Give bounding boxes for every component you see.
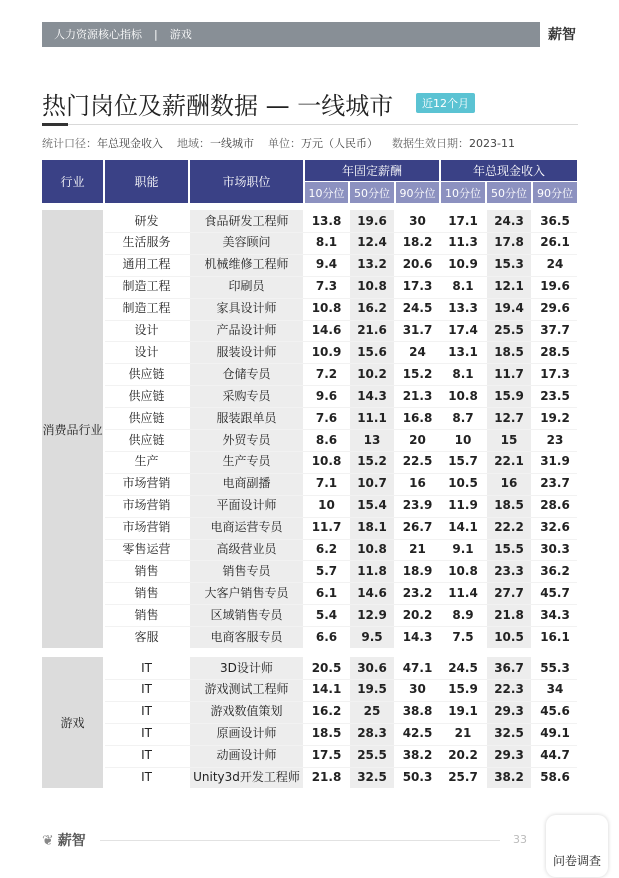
- value-cell: 10.7: [357, 476, 387, 491]
- value-cell: 21.8: [494, 607, 524, 622]
- value-cell: 18.5: [494, 498, 524, 513]
- footer-brand-text: 薪智: [57, 833, 86, 849]
- position-cell: 高级营业员: [216, 542, 277, 556]
- value-cell: 25.7: [448, 770, 478, 784]
- position-cell: 电商运营专员: [210, 520, 283, 535]
- value-cell: 6.6: [315, 629, 338, 644]
- value-cell: 8.1: [315, 235, 338, 250]
- value-cell: 26.7: [402, 520, 433, 535]
- region-label: 地域：: [177, 137, 210, 150]
- value-cell: 19.6: [357, 213, 387, 228]
- value-cell: 50.3: [402, 770, 433, 784]
- function-cell: 制造工程: [122, 279, 171, 294]
- value-cell: 11.7: [311, 520, 342, 535]
- position-cell: 机械维修工程师: [204, 257, 289, 272]
- value-cell: 44.7: [540, 748, 570, 763]
- value-cell: 7.5: [452, 629, 474, 644]
- value-cell: 13.8: [311, 213, 342, 228]
- value-cell: 24.3: [494, 213, 524, 228]
- title-divider: [42, 124, 578, 125]
- position-cell: 外贸专员: [222, 432, 271, 447]
- value-cell: 10.5: [448, 476, 478, 491]
- value-cell: 21.6: [357, 323, 387, 337]
- value-cell: 26.1: [540, 235, 570, 250]
- function-cell: IT: [141, 748, 152, 763]
- function-cell: 销售: [134, 563, 159, 578]
- value-cell: 10.8: [357, 542, 387, 556]
- value-cell: 9.4: [315, 257, 338, 272]
- value-cell: 18.5: [494, 344, 524, 359]
- function-cell: 制造工程: [122, 301, 171, 316]
- value-cell: 19.2: [540, 410, 570, 425]
- value-cell: 15.7: [448, 454, 478, 469]
- header-position: 市场职位: [190, 160, 303, 203]
- value-cell: 15.9: [494, 388, 524, 403]
- value-cell: 30: [409, 682, 426, 697]
- position-cell: 家具设计师: [216, 301, 277, 316]
- function-cell: 通用工程: [122, 257, 171, 272]
- unit-value: 万元（人民币）: [301, 137, 378, 150]
- value-cell: 29.3: [494, 748, 524, 763]
- function-cell: IT: [141, 726, 152, 741]
- value-cell: 10: [318, 498, 335, 513]
- value-cell: 11.7: [494, 366, 524, 381]
- value-cell: 21.3: [402, 388, 433, 403]
- footer-brand: [42, 830, 86, 850]
- header-industry: 行业: [42, 160, 103, 203]
- value-cell: 34: [546, 682, 564, 697]
- header-total-p50: 50分位: [487, 182, 531, 203]
- value-cell: 17.8: [494, 235, 524, 250]
- value-cell: 14.1: [448, 520, 478, 535]
- value-cell: 10.8: [311, 454, 342, 469]
- value-cell: 15.2: [357, 454, 387, 469]
- value-cell: 30: [409, 213, 426, 228]
- value-cell: 6.1: [315, 585, 338, 600]
- function-cell: 设计: [134, 323, 159, 337]
- function-cell: IT: [141, 682, 152, 697]
- value-cell: 15.5: [494, 542, 524, 556]
- meta-line: [42, 135, 515, 151]
- value-cell: 19.6: [540, 279, 570, 294]
- function-cell: 生产: [134, 454, 159, 469]
- period-badge: 近12个月: [416, 93, 475, 113]
- value-cell: 29.3: [494, 704, 524, 719]
- position-cell: 仓储专员: [222, 366, 271, 381]
- value-cell: 10.2: [357, 366, 387, 381]
- page-number: 33: [513, 833, 527, 846]
- value-cell: 38.2: [494, 770, 524, 784]
- value-cell: 12.9: [357, 607, 387, 622]
- function-cell: 市场营销: [122, 498, 171, 513]
- value-cell: 21: [454, 726, 472, 741]
- position-cell: 电商客服专员: [210, 629, 283, 644]
- value-cell: 19.5: [357, 682, 387, 697]
- value-cell: 8.6: [315, 432, 338, 447]
- value-cell: 10.8: [448, 388, 478, 403]
- value-cell: 25: [363, 704, 381, 719]
- value-cell: 24.5: [402, 301, 433, 316]
- function-cell: 生活服务: [122, 235, 171, 250]
- footer-divider: [100, 840, 500, 841]
- value-cell: 18.5: [311, 726, 342, 741]
- value-cell: 17.3: [540, 366, 570, 381]
- value-cell: 7.3: [315, 279, 338, 294]
- position-cell: 生产专员: [222, 454, 271, 469]
- value-cell: 14.3: [402, 629, 433, 644]
- value-cell: 23: [546, 432, 564, 447]
- value-cell: 14.6: [311, 323, 342, 337]
- function-cell: 零售运营: [122, 542, 171, 556]
- brand-logo: 薪智: [548, 27, 576, 43]
- value-cell: 20.6: [402, 257, 433, 272]
- position-cell: 产品设计师: [216, 323, 277, 337]
- function-cell: IT: [141, 770, 152, 784]
- function-cell: 市场营销: [122, 476, 171, 491]
- value-cell: 9.5: [361, 629, 383, 644]
- value-cell: 55.3: [540, 660, 570, 675]
- value-cell: 36.5: [540, 213, 570, 228]
- header-fixed-p10: 10分位: [305, 182, 348, 203]
- value-cell: 29.6: [540, 301, 570, 316]
- value-cell: 30.6: [357, 660, 387, 675]
- value-cell: 15: [500, 432, 518, 447]
- function-cell: 研发: [134, 213, 159, 228]
- value-cell: 20.5: [311, 660, 342, 675]
- value-cell: 13.2: [357, 257, 387, 272]
- value-cell: 17.4: [448, 323, 478, 337]
- value-cell: 16.2: [311, 704, 342, 719]
- position-cell: 销售专员: [222, 563, 271, 578]
- value-cell: 45.7: [540, 585, 570, 600]
- page-title: 热门岗位及薪酬数据 — 一线城市: [42, 92, 394, 120]
- value-cell: 25.5: [494, 323, 524, 337]
- basis-value: 年总现金收入: [97, 137, 163, 150]
- value-cell: 5.7: [315, 563, 338, 578]
- value-cell: 24: [546, 257, 564, 272]
- position-cell: 平面设计师: [216, 498, 277, 513]
- value-cell: 22.3: [494, 682, 524, 697]
- value-cell: 47.1: [402, 660, 433, 675]
- value-cell: 18.1: [357, 520, 387, 535]
- leaf-icon: ❦: [42, 833, 54, 849]
- function-cell: 销售: [134, 607, 159, 622]
- function-cell: 市场营销: [122, 520, 171, 535]
- function-cell: 供应链: [128, 432, 165, 447]
- value-cell: 9.1: [452, 542, 474, 556]
- position-cell: 动画设计师: [216, 748, 277, 763]
- value-cell: 8.7: [452, 410, 474, 425]
- function-cell: IT: [141, 660, 152, 675]
- position-cell: 印刷员: [228, 279, 265, 294]
- value-cell: 32.5: [357, 770, 387, 784]
- separator: |: [154, 28, 158, 41]
- value-cell: 7.1: [315, 476, 338, 491]
- function-cell: 客服: [134, 629, 159, 644]
- value-cell: 15.3: [494, 257, 524, 272]
- header-fixed-salary: 年固定薪酬: [305, 160, 439, 182]
- function-cell: 供应链: [128, 388, 165, 403]
- value-cell: 14.6: [357, 585, 387, 600]
- value-cell: 11.1: [357, 410, 387, 425]
- header-bar: [42, 22, 540, 47]
- value-cell: 15.9: [448, 682, 478, 697]
- value-cell: 38.2: [402, 748, 433, 763]
- function-cell: 供应链: [128, 410, 165, 425]
- value-cell: 23.3: [494, 563, 524, 578]
- value-cell: 23.5: [540, 388, 570, 403]
- position-cell: 大客户销售专员: [204, 585, 289, 600]
- value-cell: 10.8: [357, 279, 387, 294]
- position-cell: 3D设计师: [220, 660, 273, 675]
- value-cell: 27.7: [494, 585, 524, 600]
- value-cell: 6.2: [315, 542, 338, 556]
- value-cell: 17.3: [402, 279, 433, 294]
- position-cell: 服装跟单员: [216, 410, 277, 425]
- header-total-p90: 90分位: [533, 182, 577, 203]
- value-cell: 9.6: [315, 388, 338, 403]
- value-cell: 8.1: [452, 366, 474, 381]
- value-cell: 24: [409, 344, 426, 359]
- header-total-cash: 年总现金收入: [441, 160, 577, 182]
- value-cell: 7.6: [315, 410, 338, 425]
- value-cell: 11.3: [448, 235, 478, 250]
- value-cell: 19.1: [448, 704, 478, 719]
- value-cell: 8.1: [452, 279, 474, 294]
- header-fixed-p50: 50分位: [350, 182, 394, 203]
- value-cell: 18.9: [402, 563, 433, 578]
- position-cell: 食品研发工程师: [204, 213, 289, 228]
- position-cell: 美容顾问: [222, 235, 271, 250]
- basis-label: 统计口径：: [42, 137, 97, 150]
- value-cell: 16.8: [402, 410, 433, 425]
- position-cell: Unity3d开发工程师: [193, 770, 300, 784]
- value-cell: 7.2: [315, 366, 338, 381]
- value-cell: 28.3: [357, 726, 387, 741]
- region-value: 一线城市: [210, 137, 254, 150]
- value-cell: 13.3: [448, 301, 478, 316]
- subsection-label: 游戏: [169, 28, 192, 41]
- title-accent-bar: [42, 123, 68, 126]
- value-cell: 25.5: [357, 748, 387, 763]
- date-value: 2023-11: [469, 137, 515, 150]
- value-cell: 23.2: [402, 585, 433, 600]
- date-label: 数据生效日期：: [392, 137, 469, 150]
- value-cell: 11.4: [448, 585, 478, 600]
- value-cell: 12.1: [494, 279, 524, 294]
- value-cell: 15.6: [357, 344, 387, 359]
- value-cell: 12.4: [357, 235, 387, 250]
- position-cell: 原画设计师: [216, 726, 277, 741]
- value-cell: 30.3: [540, 542, 570, 556]
- value-cell: 14.3: [357, 388, 387, 403]
- value-cell: 31.7: [402, 323, 433, 337]
- position-cell: 采购专员: [222, 388, 271, 403]
- value-cell: 13.1: [448, 344, 478, 359]
- value-cell: 22.1: [494, 454, 524, 469]
- value-cell: 8.9: [452, 607, 474, 622]
- value-cell: 16.2: [357, 301, 387, 316]
- value-cell: 18.2: [402, 235, 433, 250]
- value-cell: 49.1: [540, 726, 570, 741]
- value-cell: 21.8: [311, 770, 342, 784]
- value-cell: 42.5: [402, 726, 433, 741]
- value-cell: 5.4: [315, 607, 338, 622]
- value-cell: 22.5: [402, 454, 433, 469]
- value-cell: 11.8: [357, 563, 387, 578]
- value-cell: 10: [454, 432, 472, 447]
- unit-label: 单位：: [268, 137, 301, 150]
- value-cell: 20: [409, 432, 426, 447]
- value-cell: 28.5: [540, 344, 570, 359]
- position-cell: 游戏数值策划: [210, 704, 283, 719]
- value-cell: 36.2: [540, 563, 570, 578]
- value-cell: 15.2: [402, 366, 433, 381]
- header-function: 职能: [105, 160, 188, 203]
- survey-button[interactable]: 问卷调查: [546, 815, 608, 877]
- value-cell: 11.9: [448, 498, 478, 513]
- value-cell: 15.4: [357, 498, 387, 513]
- value-cell: 28.6: [540, 498, 570, 513]
- value-cell: 17.1: [448, 213, 478, 228]
- header-fixed-p90: 90分位: [396, 182, 439, 203]
- value-cell: 38.8: [402, 704, 433, 719]
- value-cell: 16.1: [540, 629, 570, 644]
- industry-cell: 消费品行业: [42, 210, 103, 648]
- value-cell: 37.7: [540, 323, 570, 337]
- value-cell: 23.7: [540, 476, 570, 491]
- value-cell: 14.1: [311, 682, 342, 697]
- value-cell: 22.2: [494, 520, 524, 535]
- value-cell: 32.5: [494, 726, 524, 741]
- function-cell: 销售: [134, 585, 159, 600]
- position-cell: 区域销售专员: [210, 607, 283, 622]
- function-cell: IT: [141, 704, 152, 719]
- value-cell: 16: [409, 476, 426, 491]
- value-cell: 20.2: [402, 607, 433, 622]
- value-cell: 34.3: [540, 607, 570, 622]
- position-cell: 电商副播: [222, 476, 271, 491]
- industry-cell: 游戏: [42, 657, 103, 788]
- value-cell: 10.8: [311, 301, 342, 316]
- value-cell: 23.9: [402, 498, 433, 513]
- value-cell: 24.5: [448, 660, 478, 675]
- position-cell: 服装设计师: [216, 344, 277, 359]
- value-cell: 21: [409, 542, 426, 556]
- position-cell: 游戏测试工程师: [204, 682, 289, 697]
- value-cell: 16: [500, 476, 518, 491]
- value-cell: 45.6: [540, 704, 570, 719]
- value-cell: 32.6: [540, 520, 570, 535]
- function-cell: 供应链: [128, 366, 165, 381]
- value-cell: 19.4: [494, 301, 524, 316]
- header-total-p10: 10分位: [441, 182, 485, 203]
- section-label: 人力资源核心指标: [54, 28, 142, 41]
- value-cell: 10.9: [311, 344, 342, 359]
- value-cell: 31.9: [540, 454, 570, 469]
- function-cell: 设计: [134, 344, 159, 359]
- value-cell: 10.9: [448, 257, 478, 272]
- value-cell: 12.7: [494, 410, 524, 425]
- value-cell: 58.6: [540, 770, 570, 784]
- value-cell: 10.5: [494, 629, 524, 644]
- value-cell: 13: [363, 432, 381, 447]
- value-cell: 36.7: [494, 660, 524, 675]
- value-cell: 10.8: [448, 563, 478, 578]
- value-cell: 20.2: [448, 748, 478, 763]
- value-cell: 17.5: [311, 748, 342, 763]
